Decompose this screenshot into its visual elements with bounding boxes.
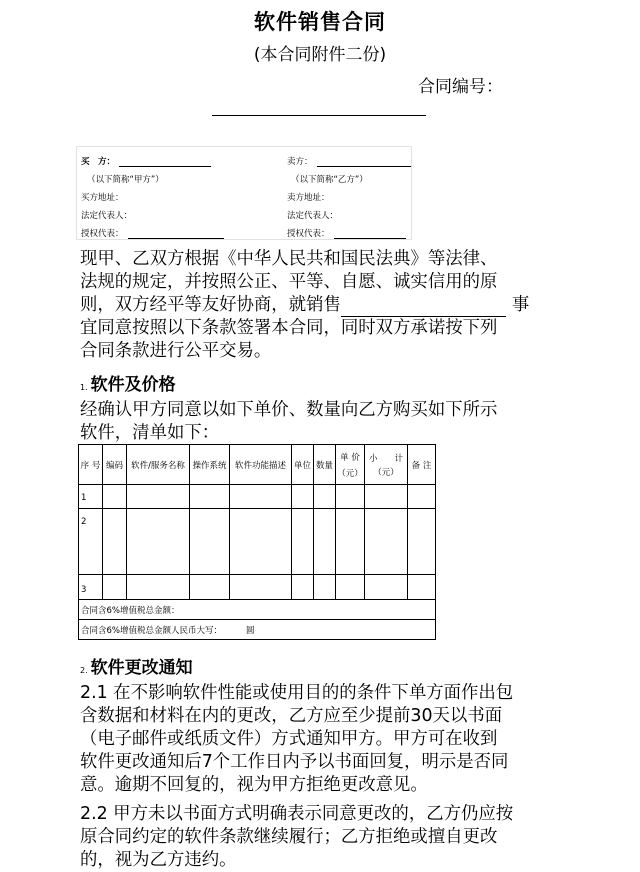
buyer-authorized-rep-label: 授权代表：: [81, 229, 124, 239]
buyer-authorized-rep-blank: [128, 229, 224, 239]
product-blank: [341, 298, 506, 317]
section-1-line: 经确认甲方同意以如下单价、数量向乙方购买如下所示: [80, 400, 498, 420]
section-2-paragraph-2: [80, 803, 562, 872]
table-header-row: [79, 445, 436, 485]
buyer-label: 买 方：: [81, 157, 116, 167]
section-2-line: 2.2 甲方未以书面方式明确表示同意更改的，乙方仍应按: [80, 804, 514, 824]
table-row: [79, 485, 436, 509]
table-row: [79, 575, 436, 600]
seller-authorized-rep-blank: [334, 229, 406, 239]
contract-number-blank: [212, 115, 426, 116]
intro-line-text: 事: [511, 295, 530, 315]
header-code: 编码: [103, 445, 127, 485]
seller-line: [287, 155, 411, 167]
section-2-line: 软件更改通知后7个工作日内予以书面回复，明示是否同: [80, 752, 509, 772]
seller-legal-rep-label: 法定代表人：: [287, 211, 339, 221]
buyer-line: [81, 155, 211, 167]
software-list-table: [78, 444, 436, 640]
intro-line: 现甲、乙双方根据《中华人民共和国民法典》等法律、: [80, 249, 498, 269]
intro-line: 法规的规定，并按照公正、平等、自愿、诚实信用的原: [80, 272, 498, 292]
total-rmb-unit: 圆: [246, 625, 255, 636]
header-subtotal-label: 小 计: [368, 453, 403, 464]
header-seq: 序 号: [79, 445, 103, 485]
section-1-number: 1.: [80, 383, 88, 392]
header-price-unit: （元）: [337, 468, 363, 479]
section-1-title: 软件及价格: [90, 375, 176, 395]
section-2-heading: [80, 653, 193, 678]
row-number: 1: [79, 485, 103, 509]
section-2-number: 2.: [80, 666, 88, 675]
header-subtotal: [365, 445, 408, 485]
document-subtitle: (本合同附件二份): [253, 45, 387, 65]
section-2-title: 软件更改通知: [90, 658, 193, 678]
section-2-line: 意。逾期不回复的，视为甲方拒绝更改意见。: [80, 775, 428, 795]
header-os: 操作系统: [190, 445, 230, 485]
row-number: 3: [79, 575, 103, 600]
section-2-paragraph-1: [80, 682, 562, 797]
table-row: [79, 509, 436, 575]
document-title: 软件销售合同: [254, 10, 386, 34]
header-remark: 备 注: [408, 445, 436, 485]
seller-label: 卖方：: [287, 157, 313, 167]
parties-box: [76, 146, 412, 240]
section-1-line: 软件，清单如下：: [80, 423, 220, 443]
header-unit: 单位: [292, 445, 314, 485]
seller-blank: [317, 157, 411, 167]
total-rmb-cell: [79, 620, 436, 640]
intro-paragraph: [80, 248, 562, 363]
buyer-authorized-rep-line: [81, 227, 224, 239]
header-desc: 软件功能描述: [230, 445, 292, 485]
seller-authorized-rep-label: 授权代表：: [287, 229, 330, 239]
buyer-blank: [119, 157, 211, 167]
table-total-rmb-row: [79, 620, 436, 640]
intro-line: 宜同意按照以下条款签署本合同，同时双方承诺按下列: [80, 318, 498, 338]
section-2-line: 的，视为乙方违约。: [80, 850, 237, 870]
intro-line: [80, 294, 562, 317]
section-2-line: 2.1 在不影响软件性能或使用目的的条件下单方面作出包: [80, 683, 514, 703]
section-2-line: （电子邮件或纸质文件）方式通知甲方。甲方可在收到: [80, 729, 498, 749]
section-2-line: 含数据和材料在内的更改，乙方应至少提前30天以书面: [80, 706, 503, 726]
table-total-row: [79, 600, 436, 620]
seller-authorized-rep-line: [287, 227, 406, 239]
seller-alias: （以下简称“乙方”）: [291, 175, 368, 185]
contract-number-label: 合同编号：: [418, 77, 503, 97]
intro-line: 合同条款进行公平交易。: [80, 341, 272, 361]
total-rmb-label: 合同含6%增值税总金额人民币大写：: [81, 625, 222, 636]
header-subtotal-unit: （元）: [373, 467, 399, 478]
buyer-alias: （以下简称“甲方”）: [87, 175, 164, 185]
section-2-line: 原合同约定的软件条款继续履行；乙方拒绝或擅自更改: [80, 827, 498, 847]
header-price: [336, 445, 365, 485]
seller-address-label: 卖方地址：: [287, 193, 330, 203]
buyer-legal-rep-label: 法定代表人：: [81, 211, 133, 221]
buyer-address-label: 买方地址：: [81, 193, 124, 203]
total-tax-label: 合同含6%增值税总金额：: [79, 600, 436, 620]
intro-line-text: 则，双方经平等友好协商，就销售: [80, 295, 341, 315]
row-number: 2: [79, 509, 103, 575]
header-qty: 数量: [314, 445, 336, 485]
header-name: 软件/服务名称: [127, 445, 190, 485]
section-1-paragraph: [80, 399, 562, 445]
header-price-label: 单 价: [340, 452, 360, 463]
section-1-heading: [80, 370, 176, 395]
